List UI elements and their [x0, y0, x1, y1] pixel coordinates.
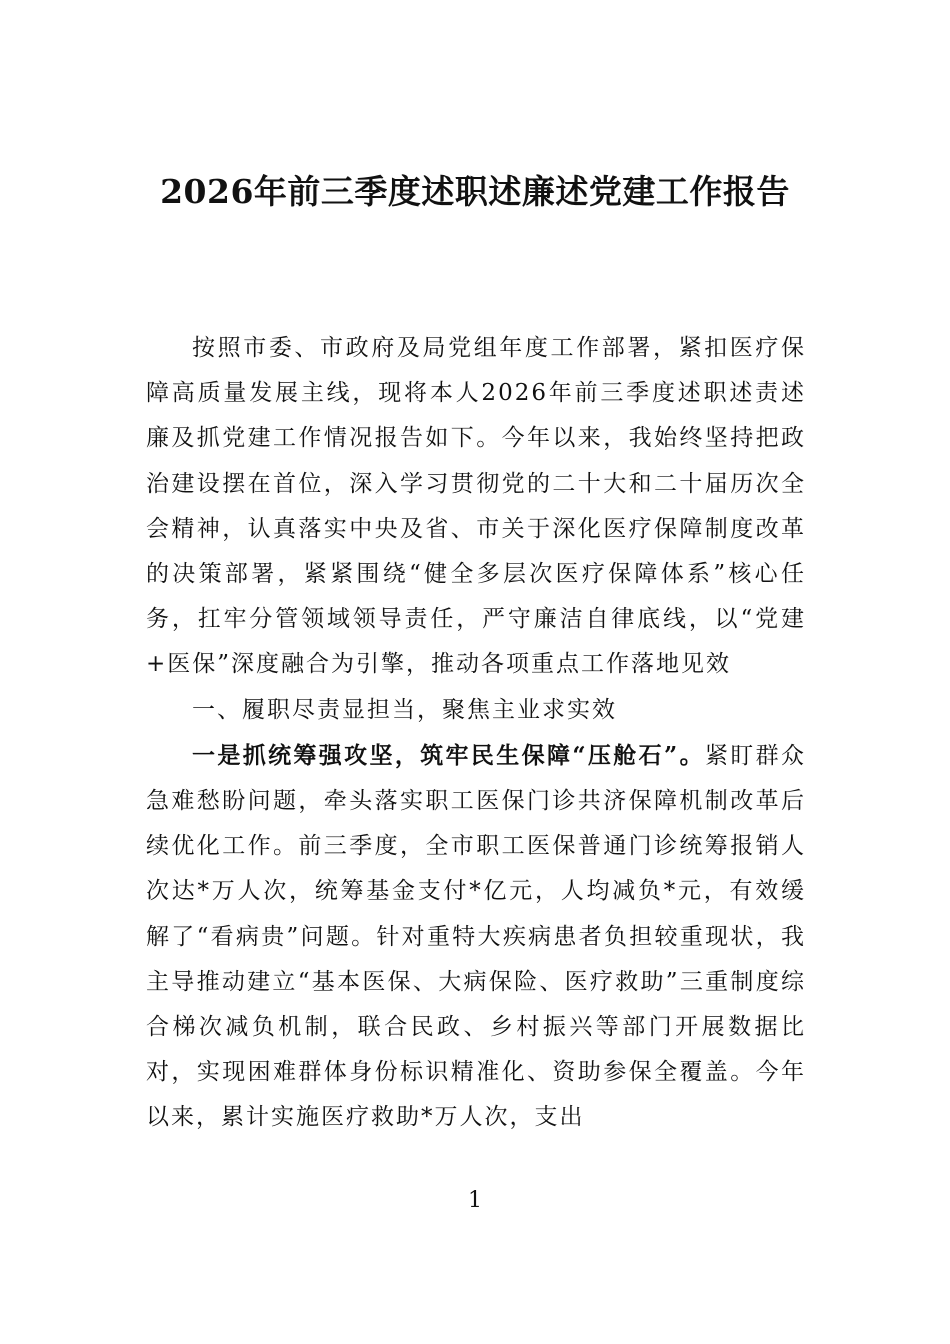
document-title: 2026年前三季度述职述廉述党建工作报告	[160, 172, 790, 211]
page-number: 1	[468, 1188, 482, 1213]
section-body-text: 紧盯群众急难愁盼问题，牵头落实职工医保门诊共济保障机制改革后续优化工作。前三季度，全市职工医保普通门诊统筹报销人次达*万人次，统筹基金支付*亿元，人均减负*元，有效缓解了“看病贵”问题。针对重特大疾病患者负担较重现状，我主导推动建立“基本医保、大病保险、医疗救助”三重制度综合梯次减负机制，联合民政、乡村振兴等部门开展数据比对，实现困难群体身份标识精准化、资助参保全覆盖。今年以来，累计实施医疗救助*万人次，支出	[146, 742, 807, 1131]
section-lead-sentence: 一是抓统筹强攻坚，筑牢民生保障“压舱石”。	[192, 741, 705, 769]
section-heading: 一、履职尽责显担当，聚焦主业求实效	[192, 696, 617, 723]
section-paragraph	[146, 733, 806, 1141]
document-body	[146, 326, 806, 1141]
intro-paragraph: 按照市委、市政府及局党组年度工作部署，紧扣医疗保障高质量发展主线，现将本人2026年前三季度述职述责述廉及抓党建工作情况报告如下。今年以来，我始终坚持把政治建设摆在首位，深入学习贯彻党的二十大和二十届历次全会精神，认真落实中央及省、市关于深化医疗保障制度改革的决策部署，紧紧围绕“健全多层次医疗保障体系”核心任务，扛牢分管领域领导责任，严守廉洁自律底线，以“党建+医保”深度融合为引擎，推动各项重点工作落地见效	[146, 335, 806, 678]
